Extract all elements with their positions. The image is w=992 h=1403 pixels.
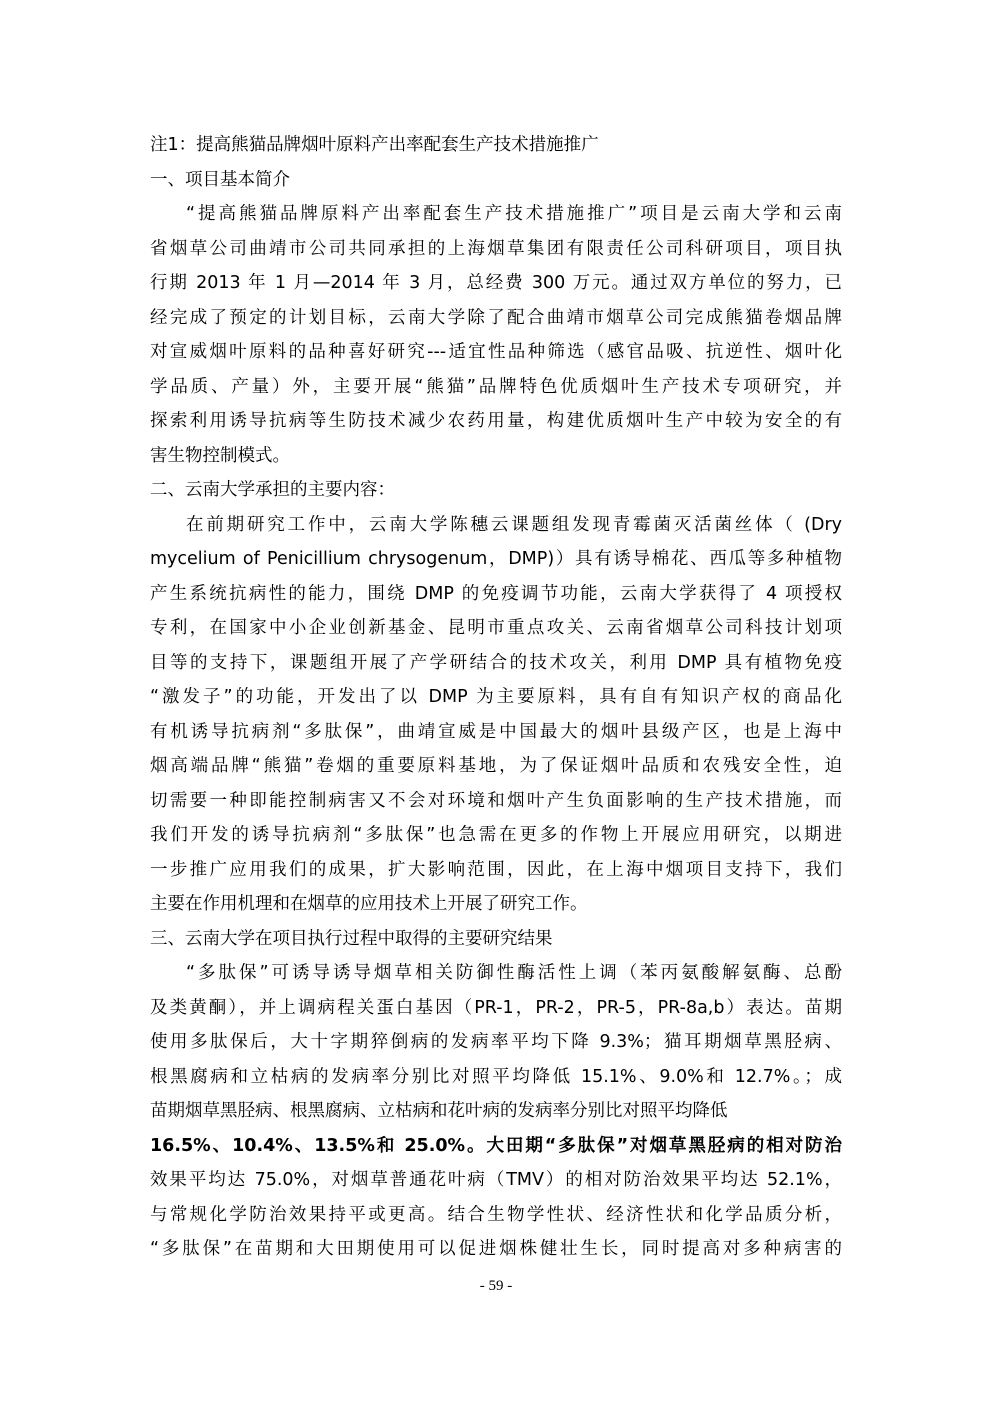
page-number: - 59 -: [479, 1278, 513, 1294]
paragraph-line: 烟高端品牌“熊猫”卷烟的重要原料基地，为了保证烟叶品质和农残安全性，迫: [150, 756, 842, 776]
paragraph-line: 根黑腐病和立枯病的发病率分别比对照平均降低 15.1%、9.0%和 12.7%。；成: [150, 1066, 842, 1087]
paragraph-line: 使用多肽保后，大十字期猝倒病的发病率平均下降 9.3%；猫耳期烟草黑胫病、: [150, 1032, 842, 1052]
paragraph-line: 在前期研究工作中，云南大学陈穗云课题组发现青霉菌灭活菌丝体（ (Dry: [186, 514, 842, 535]
paragraph-line: “激发子”的功能，开发出了以 DMP 为主要原料，具有自有知识产权的商品化: [150, 687, 842, 707]
paragraph-line: 一步推广应用我们的成果，扩大影响范围，因此，在上海中烟项目支持下，我们: [150, 859, 842, 880]
paragraph-line: 切需要一种即能控制病害又不会对环境和烟叶产生负面影响的生产技术措施，而: [150, 790, 842, 811]
document-body: [150, 128, 842, 1267]
paragraph-line: mycelium of Penicillium chrysogenum，DMP)）具有诱导棉花、西瓜等多种植物: [150, 549, 842, 569]
paragraph-line: “提高熊猫品牌原料产出率配套生产技术措施推广”项目是云南大学和云南: [186, 204, 842, 224]
paragraph-line: 效果平均达 75.0%，对烟草普通花叶病（TMV）的相对防治效果平均达 52.1%，: [150, 1170, 842, 1190]
paragraph-line: 产生系统抗病性的能力，围绕 DMP 的免疫调节功能，云南大学获得了 4 项授权: [150, 583, 842, 604]
paragraph-line: 苗期烟草黑胫病、根黑腐病、立枯病和花叶病的发病率分别比对照平均降低: [150, 1101, 728, 1121]
paragraph-line: 我们开发的诱导抗病剂“多肽保”也急需在更多的作物上开展应用研究，以期进: [150, 825, 842, 845]
paragraph-line: 主要在作用机理和在烟草的应用技术上开展了研究工作。: [150, 894, 588, 914]
paragraph-line: 学品质、产量）外，主要开展“熊猫”品牌特色优质烟叶生产技术专项研究，并: [150, 376, 842, 397]
paragraph-line: “多肽保”在苗期和大田期使用可以促进烟株健壮生长，同时提高对多种病害的: [150, 1239, 842, 1259]
paragraph-line: 专利，在国家中小企业创新基金、昆明市重点攻关、云南省烟草公司科技计划项: [150, 618, 842, 638]
paragraph-line: 及类黄酮），并上调病程关蛋白基因（PR-1，PR-2，PR-5，PR-8a,b）表达。苗期: [150, 997, 842, 1018]
paragraph-line: 省烟草公司曲靖市公司共同承担的上海烟草集团有限责任公司科研项目，项目执: [150, 238, 842, 259]
paragraph-line: 行期 2013 年 1 月—2014 年 3 月，总经费 300 万元。通过双方单位的努力，已: [150, 273, 842, 293]
section-heading-main-content: 二、云南大学承担的主要内容：: [150, 480, 395, 500]
section-heading-results: 三、云南大学在项目执行过程中取得的主要研究结果: [150, 928, 553, 949]
paragraph-line: 害生物控制模式。: [150, 445, 290, 466]
paragraph-line: “多肽保”可诱导诱导烟草相关防御性酶活性上调（苯丙氨酸解氨酶、总酚: [186, 963, 842, 983]
paragraph-line: 探索利用诱导抗病等生防技术减少农药用量，构建优质烟叶生产中较为安全的有: [150, 411, 842, 431]
note-title: 注1：提高熊猫品牌烟叶原料产出率配套生产技术措施推广: [150, 135, 599, 155]
paragraph-line: 对宣威烟叶原料的品种喜好研究---适宜性品种筛选（感官品吸、抗逆性、烟叶化: [150, 342, 842, 362]
paragraph-line: 与常规化学防治效果持平或更高。结合生物学性状、经济性状和化学品质分析，: [150, 1204, 842, 1225]
paragraph-line: 经完成了预定的计划目标，云南大学除了配合曲靖市烟草公司完成熊猫卷烟品牌: [150, 307, 842, 328]
paragraph-line: 有机诱导抗病剂“多肽保”，曲靖宣威是中国最大的烟叶县级产区，也是上海中: [150, 721, 842, 742]
section-heading-project-intro: 一、项目基本简介: [150, 169, 290, 190]
paragraph-line: 目等的支持下，课题组开展了产学研结合的技术攻关，利用 DMP 具有植物免疫: [150, 652, 842, 673]
paragraph-line: 16.5%、10.4%、13.5%和 25.0%。大田期“多肽保”对烟草黑胫病的相对防治: [150, 1135, 842, 1156]
